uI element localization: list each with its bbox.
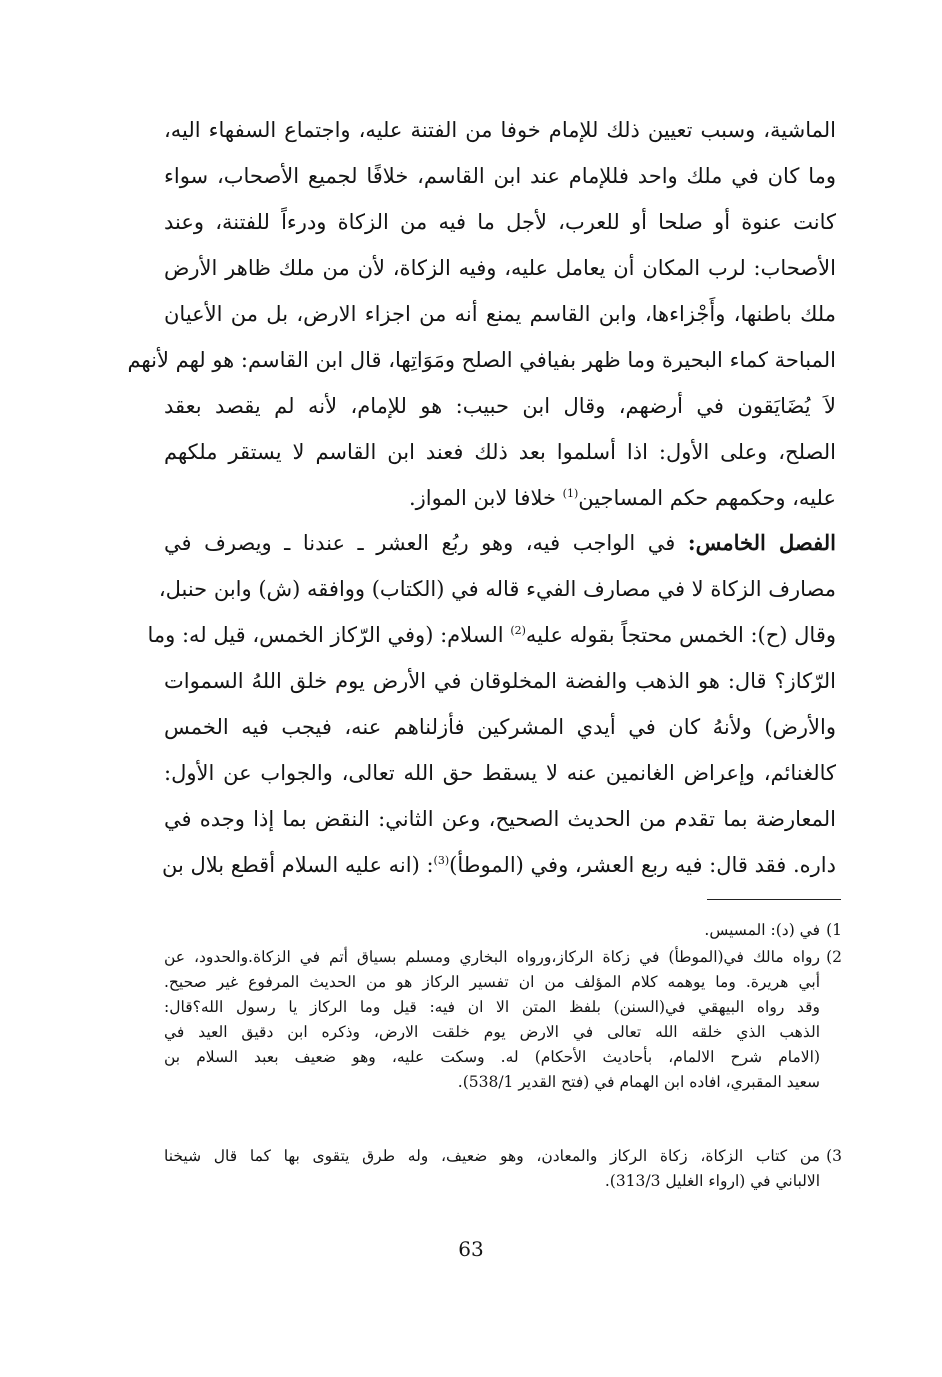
footnote-number: 1) bbox=[826, 921, 842, 939]
section-heading: الفصل الخامس: bbox=[687, 530, 836, 555]
footnote-3 bbox=[164, 1144, 842, 1194]
footnote-ref-3: (3) bbox=[433, 854, 450, 867]
text-line: الأصحاب: لرب المكان أن يعامل عليه، وفيه الزكاة، لأن من ملك ظاهر الأرض bbox=[164, 256, 836, 280]
footnote-number: 3) bbox=[826, 1147, 842, 1165]
footnote-line: أبي هريرة. وما يوهمه كلام المؤلف من ان تفسير الركاز هو من الحديث المرفوع غير صحيح. bbox=[164, 973, 820, 991]
text-line: ملك باطنها، وأَجْزاءها، وابن القاسم يمنع أنه من اجزاء الارض، بل من الأعيان bbox=[164, 302, 836, 326]
text-line: والأرض) ولأنهُ كان في أيدي المشركين فأزلناهم عنه، فيجب فيه الخمس bbox=[164, 715, 836, 739]
footnote-line: سعيد المقبري، افاده ابن الهمام في (فتح القدير 538/1). bbox=[457, 1073, 820, 1091]
text-line: المباحة كماء البحيرة وما ظهر بفيافي الصلح ومَوَاتِها، قال ابن القاسم: هو لهم لأنهم bbox=[127, 348, 836, 372]
footnote-separator bbox=[707, 899, 841, 900]
text-line bbox=[164, 520, 836, 566]
text-segment: داره. فقد قال: فيه ربع العشر، وفي (الموطأ) bbox=[449, 853, 836, 877]
text-line bbox=[147, 612, 836, 658]
footnote-line: الالباني في (ارواء الغليل 313/3). bbox=[604, 1172, 820, 1190]
text-segment: في الواجب فيه، وهو ربُع العشر ـ عندنا ـ ويصرف في bbox=[164, 531, 688, 555]
text-segment: : (انه عليه السلام أقطع بلال بن bbox=[161, 853, 434, 877]
footnote-ref-2: (2) bbox=[510, 624, 526, 637]
text-segment: السلام: (وفي الرّكاز الخمس، قيل له: وما bbox=[147, 623, 511, 647]
text-line bbox=[164, 475, 836, 521]
text-line: الصلح، وعلى الأول: اذا أسلموا بعد ذلك فعند ابن القاسم لا يستقر ملكهم bbox=[164, 440, 836, 464]
text-segment: وقال (ح): الخمس محتجاً بقوله عليه bbox=[525, 623, 836, 647]
footnote-line: في (د): المسيس. bbox=[704, 921, 820, 939]
footnote-line: من كتاب الزكاة، زكاة الركاز والمعادن، وهو ضعيف، وله طرق يتقوى بها كما قال شيخنا bbox=[164, 1147, 820, 1165]
footnote-number: 2) bbox=[826, 948, 842, 966]
text-segment: خلافا لابن المواز. bbox=[408, 486, 563, 510]
text-segment: عليه، وحكمهم حكم المساجين bbox=[578, 486, 836, 510]
footnote-line: رواه مالك في(الموطأ) في زكاة الركاز،ورواه البخاري ومسلم بسياق أتم في الزكاة.والحدود، عن bbox=[164, 948, 820, 966]
footnote-1 bbox=[164, 918, 842, 943]
footnote-line: الذهب الذي خلقه الله تعالى في الارض يوم خلقت الارض، وذكره ابن دقيق العيد في bbox=[164, 1023, 820, 1041]
text-line: كالغنائم، وإعراض الغانمين عنه لا يسقط حق الله تعالى، والجواب عن الأول: bbox=[164, 761, 836, 785]
text-line: كانت عنوة أو صلحا أو للعرب، لأجل ما فيه من الزكاة ودرءاً للفتنة، وعند bbox=[164, 210, 836, 234]
page-number: 63 bbox=[458, 1237, 484, 1261]
footnote-2 bbox=[164, 945, 842, 1095]
text-line: مصارف الزكاة لا في مصارف الفيء قاله في (الكتاب) ووافقه (ش) وابن حنبل، bbox=[158, 577, 836, 601]
footnote-line: (الامام شرح الالمام، بأحاديث الأحكام) له. وسكت عليه، وهو ضعيف بعبد السلام بن bbox=[164, 1048, 820, 1066]
footnote-line: وقد رواه البيهقي في(السنن) بلفظ المتن الا ان فيه: قيل وما الركاز يا رسول الله؟قال: bbox=[164, 998, 820, 1016]
text-line: وما كان في ملك واحد فللإمام عند ابن القاسم، خلافًا لجميع الأصحاب، سواء bbox=[164, 164, 836, 188]
text-line: المعارضة بما تقدم من الحديث الصحيح، وعن الثاني: النقض بما إذا وجده في bbox=[164, 807, 836, 831]
text-line bbox=[161, 842, 836, 888]
text-line: لاَ يُضَايَقون في أرضهم، وقال ابن حبيب: هو للإمام، لأنه لم يقصد بعقد bbox=[164, 394, 836, 418]
footnote-ref-1: (1) bbox=[562, 487, 579, 500]
text-line: الرّكاز؟ قال: هو الذهب والفضة المخلوقان في الأرض يوم خلق اللهُ السموات bbox=[164, 669, 836, 693]
text-line: الماشية، وسبب تعيين ذلك للإمام خوفا من الفتنة عليه، واجتماع السفهاء اليه، bbox=[164, 118, 836, 142]
